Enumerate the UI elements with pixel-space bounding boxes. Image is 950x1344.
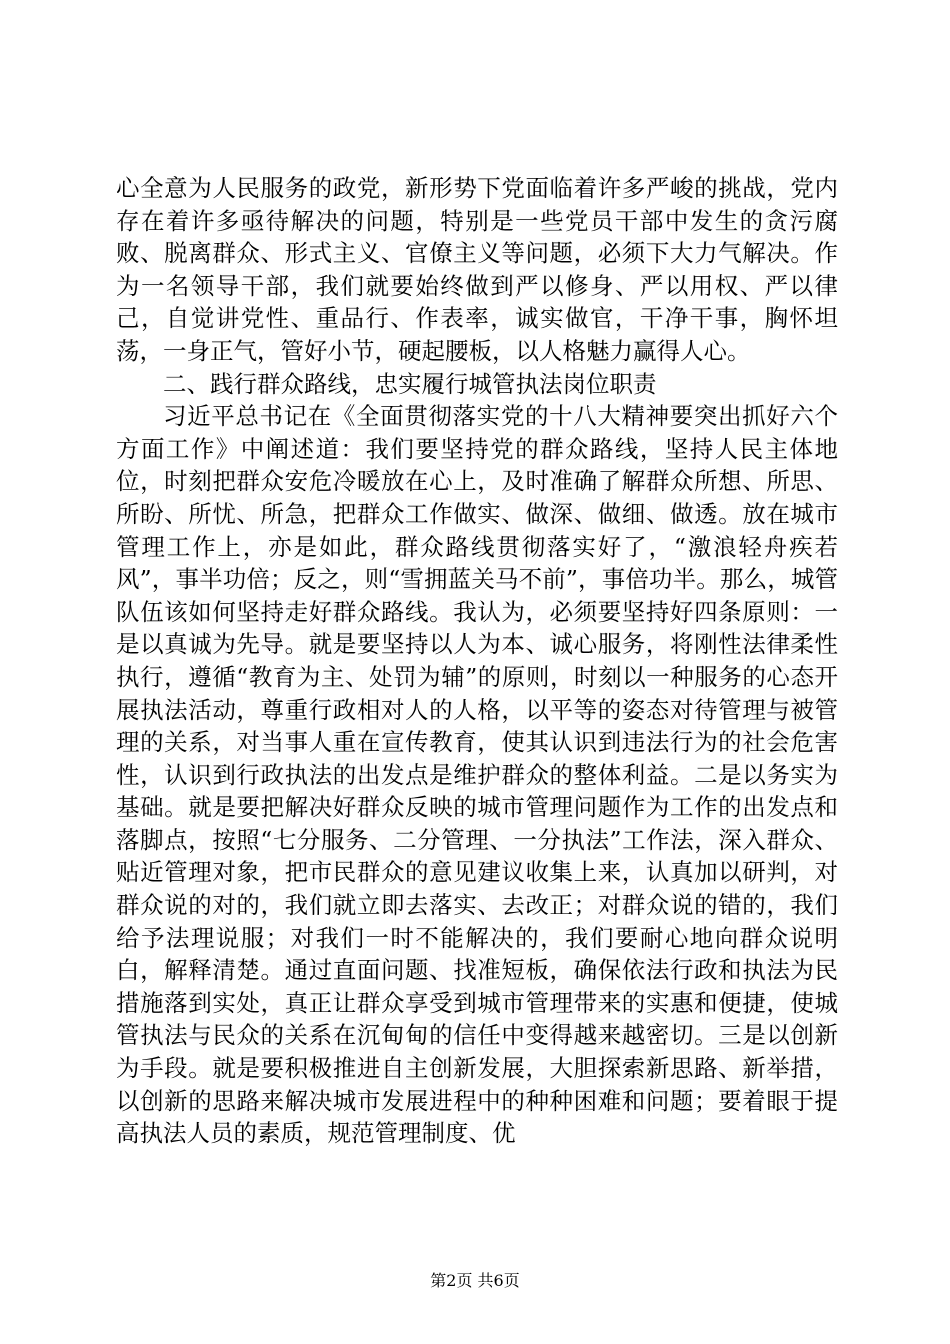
section-heading: 二、践行群众路线，忠实履行城管执法岗位职责 (163, 369, 657, 398)
page-number-footer: 第2页 共6页 (430, 1271, 520, 1290)
body-paragraph: 习近平总书记在《全面贯彻落实党的十八大精神要突出抓好六个方面工作》中阐述道：我们要坚持党的群众路线，坚持人民主体地位，时刻把群众安危冷暖放在心上，及时准确了解群众所想、所思、所盼、所忧、所急，把群众工作做实、做深、做细、做透。放在城市管理工作上，亦是如此，群众路线贯彻落实好了，“激浪轻舟疾若风”，事半功倍；反之，则“雪拥蓝关马不前”，事倍功半。那么，城管队伍该如何坚持走好群众路线。我认为，必须要坚持好四条原则：一是以真诚为先导。就是要坚持以人为本、诚心服务，将刚性法律柔性执行，遵循“教育为主、处罚为辅”的原则，时刻以一种服务的心态开展执法活动，尊重行政相对人的人格，以平等的姿态对待管理与被管理的关系，对当事人重在宣传教育，使其认识到违法行为的社会危害性，认识到行政执法的出发点是维护群众的整体利益。二是以务实为基础。就是要把解决好群众反映的城市管理问题作为工作的出发点和落脚点，按照“七分服务、二分管理、一分执法”工作法，深入群众、贴近管理对象，把市民群众的意见建议收集上来，认真加以研判，对群众说的对的，我们就立即去落实、去改正；对群众说的错的，我们给予法理说服；对我们一时不能解决的，我们要耐心地向群众说明白，解释清楚。通过直面问题、找准短板，确保依法行政和执法为民措施落到实处，真正让群众享受到城市管理带来的实惠和便捷，使城管执法与民众的关系在沉甸甸的信任中变得越来越密切。三是以创新为手段。就是要积极推进自主创新发展，大胆探索新思路、新举措，以创新的思路来解决城市发展进程中的种种困难和问题；要着眼于提高执法人员的素质，规范管理制度、优 (116, 402, 838, 1148)
body-paragraph-continuation: 心全意为人民服务的政党，新形势下党面临着许多严峻的挑战，党内存在着许多亟待解决的问题，特别是一些党员干部中发生的贪污腐败、脱离群众、形式主义、官僚主义等问题，必须下大力气解决。作为一名领导干部，我们就要始终做到严以修身、严以用权、严以律己，自觉讲党性、重品行、作表率，诚实做官，干净干事，胸怀坦荡，一身正气，管好小节，硬起腰板，以人格魅力赢得人心。 (116, 174, 838, 365)
document-body (116, 172, 838, 1150)
